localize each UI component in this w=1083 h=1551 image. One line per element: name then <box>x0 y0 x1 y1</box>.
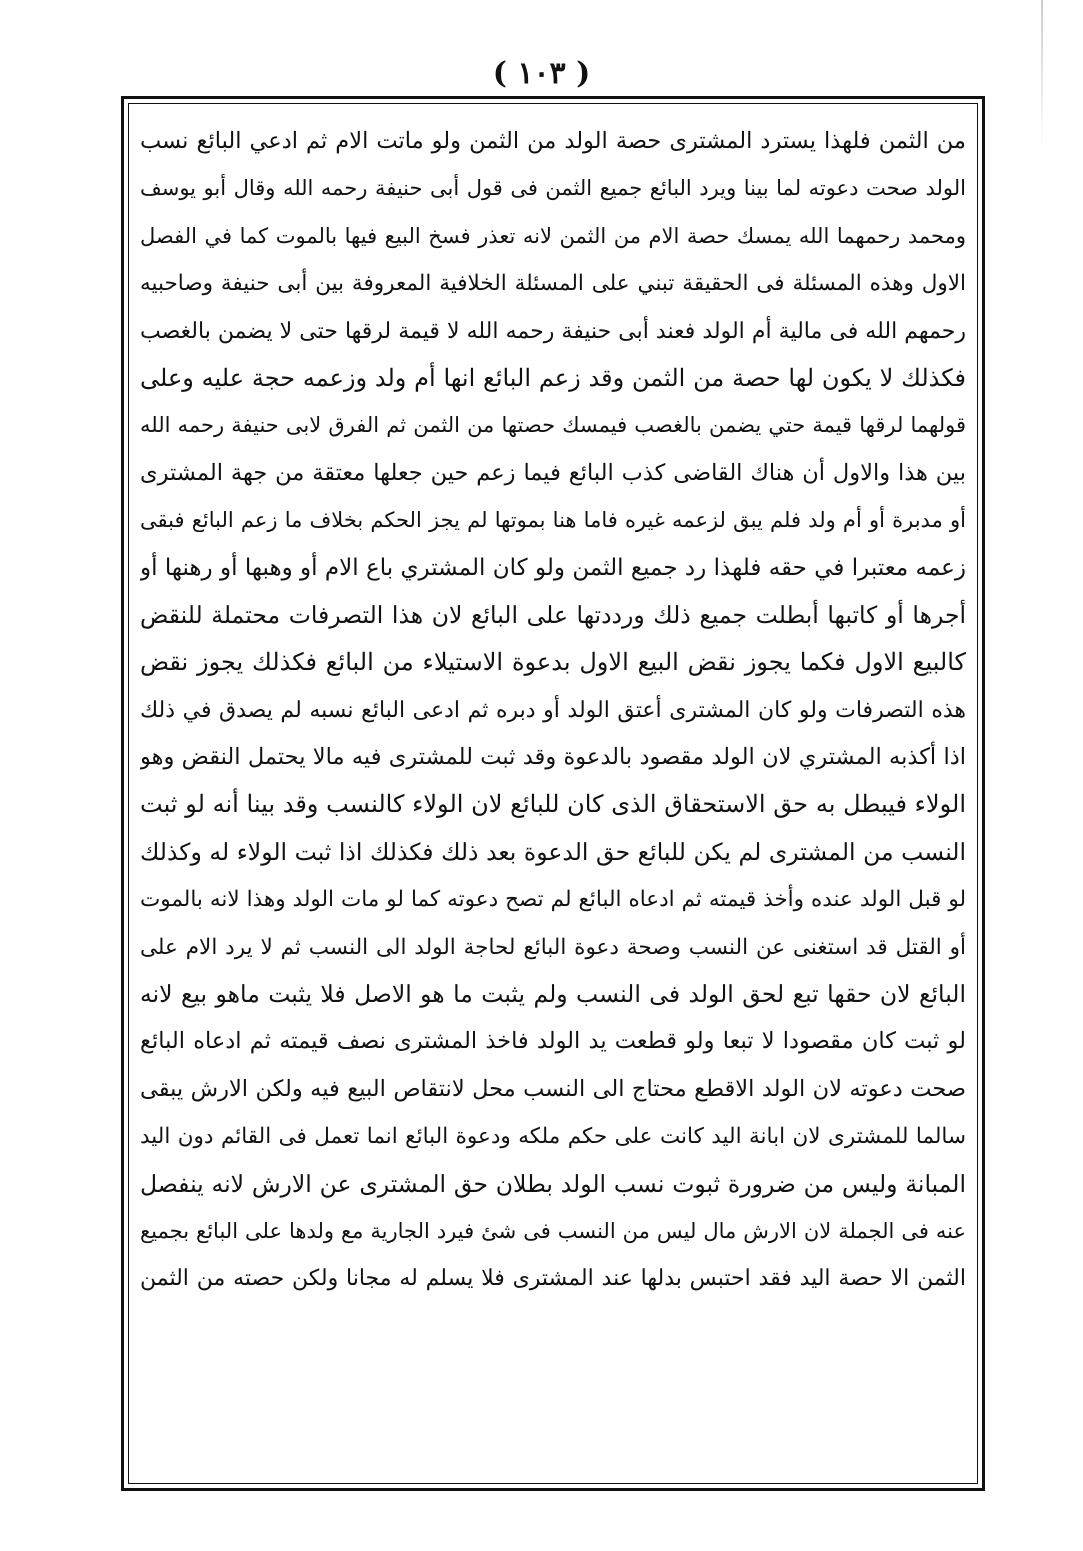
text-line: رحمهم الله فى مالية أم الولد فعند أبى حنيفة رحمه الله لا قيمة لرقها حتى لا يضمن بالغصب <box>140 318 966 344</box>
text-line: الثمن الا حصة اليد فقد احتبس بدلها عند المشترى فلا يسلم له مجانا ولكن حصته من الثمن <box>140 1266 966 1292</box>
text-line: أو مدبرة أو أم ولد فلم يبق لزعمه غيره فاما هنا بموتها لم يجز الحكم بخلاف ما زعم البائع فبقى <box>140 508 966 533</box>
text-line: فكذلك لا يكون لها حصة من الثمن وقد زعم البائع انها أم ولد وزعمه حجة عليه وعلى <box>140 363 966 392</box>
text-line: الاول وهذه المسئلة فى الحقيقة تبني على المسئلة الخلافية المعروفة بين أبى حنيفة وصاحبيه <box>140 271 966 297</box>
text-line: الولاء فيبطل به حق الاستحقاق الذى كان للبائع لان الولاء كالنسب وقد بينا أنه لو ثبت <box>140 790 966 819</box>
text-line: اذا أكذبه المشتري لان الولد مقصود بالدعوة وقد ثبت للمشترى فيه مالا يحتمل النقض وهو <box>140 744 966 771</box>
text-line: صحت دعوته لان الولد الاقطع محتاج الى النسب محل لانتقاص البيع فيه ولكن الارش يبقى <box>140 1075 966 1102</box>
text-line: ومحمد رحمهما الله يمسك حصة الام من الثمن لانه تعذر فسخ البيع فيها بالموت كما في الفصل <box>140 223 966 248</box>
text-line: المبانة وليس من ضرورة ثبوت نسب الولد بطلان حق المشترى عن الارش لانه ينفصل <box>140 1169 966 1198</box>
text-line: سالما للمشترى لان ابانة اليد كانت على حكم ملكه ودعوة البائع انما تعمل فى القائم دون اليد <box>140 1124 966 1150</box>
text-line: هذه التصرفات ولو كان المشترى أعتق الولد أو دبره ثم ادعى البائع نسبه لم يصدق في ذلك <box>140 697 966 723</box>
text-line: الولد صحت دعوته لما بينا ويرد البائع جميع الثمن فى قول أبى حنيفة رحمه الله وقال أبو يوسف <box>140 176 966 201</box>
text-line: البائع لان حقها تبع لحق الولد فى النسب ولم يثبت ما هو الاصل فلا يثبت ماهو بيع لانه <box>140 980 966 1009</box>
text-line: النسب من المشترى لم يكن للبائع حق الدعوة بعد ذلك فكذلك اذا ثبت الولاء له وكذلك <box>140 837 966 866</box>
page-number: ( ١٠٣ ) <box>492 56 591 91</box>
text-line: لو ثبت كان مقصودا لا تبعا ولو قطعت يد الولد فاخذ المشترى نصف قيمته ثم ادعاه البائع <box>140 1028 966 1055</box>
text-line: كالبيع الاول فكما يجوز نقض البيع الاول بدعوة الاستيلاء من البائع فكذلك يجوز نقض <box>140 648 966 677</box>
text-line: أجرها أو كاتبها أبطلت جميع ذلك ورددتها على البائع لان هذا التصرفات محتملة للنقض <box>140 600 966 629</box>
text-line: أو القتل قد استغنى عن النسب وصحة دعوة البائع لحاجة الولد الى النسب ثم لا يرد الام على <box>140 934 966 960</box>
text-line: لو قبل الولد عنده وأخذ قيمته ثم ادعاه البائع لم تصح دعوته كما لو مات الولد وهذا لانه بالموت <box>140 887 966 913</box>
text-line: قولهما لرقها قيمة حتي يضمن بالغصب فيمسك حصتها من الثمن ثم الفرق لابى حنيفة رحمه الله <box>140 413 966 438</box>
body-text <box>140 118 966 1303</box>
text-line: زعمه معتبرا في حقه فلهذا رد جميع الثمن ولو كان المشتري باع الام أو وهبها أو رهنها أو <box>140 554 966 581</box>
text-line: عنه فى الجملة لان الارش مال ليس من النسب فى شئ فيرد الجارية مع ولدها على البائع بجميع <box>140 1218 966 1243</box>
text-line: بين هذا والاول أن هناك القاضى كذب البائع فيما زعم حين جعلها معتقة من جهة المشترى <box>140 459 966 486</box>
text-line: من الثمن فلهذا يسترد المشترى حصة الولد من الثمن ولو ماتت الام ثم ادعي البائع نسب <box>140 128 966 154</box>
